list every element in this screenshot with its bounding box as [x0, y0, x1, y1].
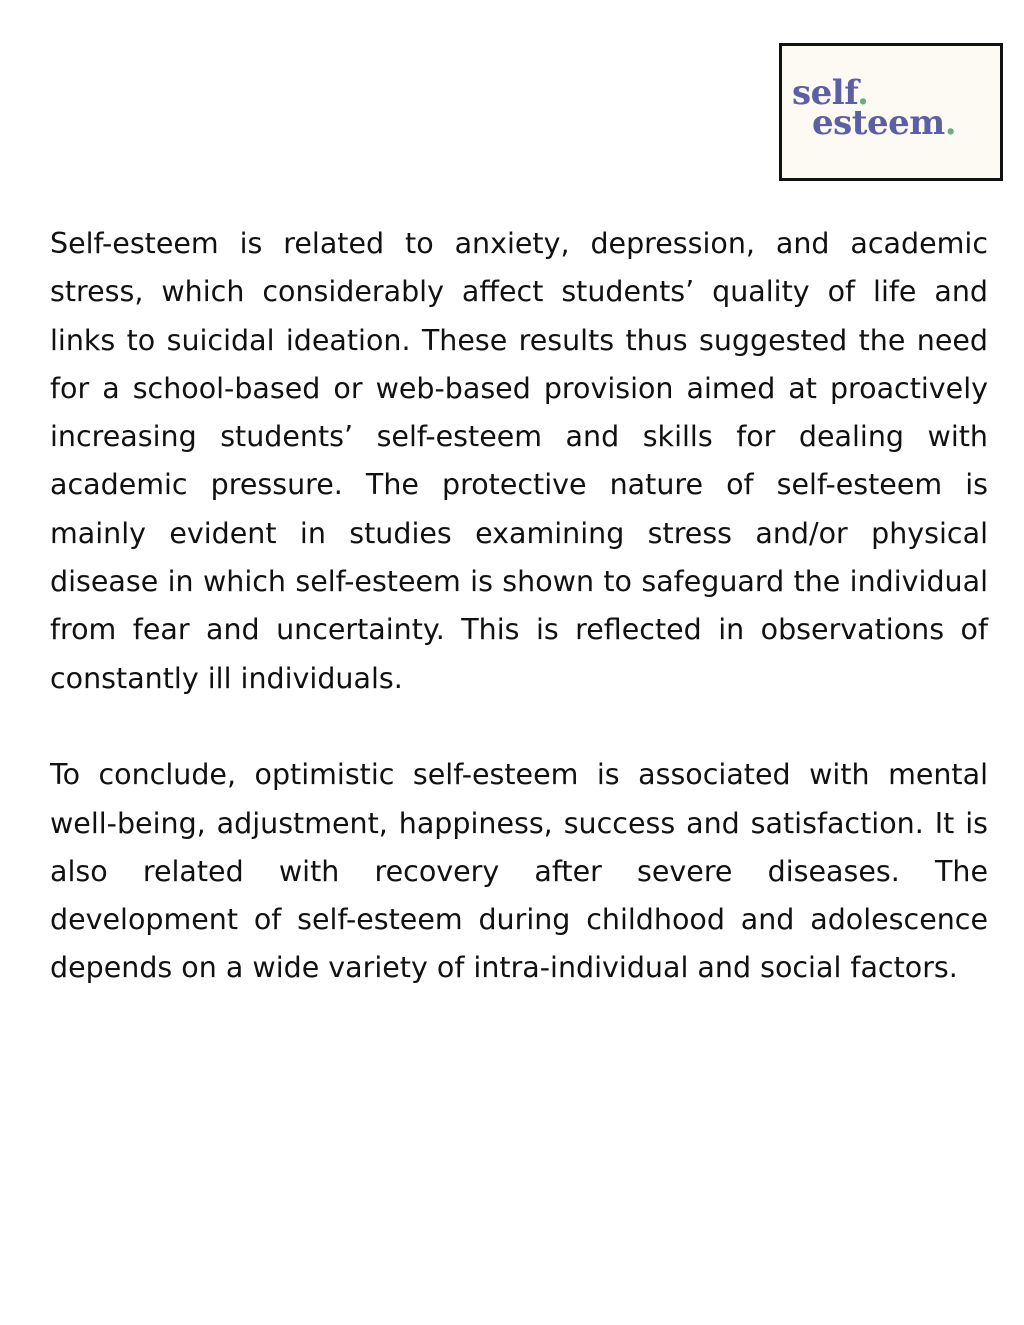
logo-line-self: self.: [792, 73, 869, 113]
self-esteem-logo: [779, 43, 1003, 181]
paragraph-2: To conclude, optimistic self-esteem is associated with mental well-being, adjustment, happiness, success and satisfaction. It is also related with recovery after severe diseases. The development of self-esteem during childhood and adolescence depends on a wide variety of intra-individual and social factors.: [50, 758, 988, 985]
logo-dot: .: [944, 103, 957, 143]
body-text: [50, 220, 988, 993]
logo-dot: .: [857, 73, 869, 113]
paragraph-1: Self-esteem is related to anxiety, depression, and academic stress, which considerably affect students’ quality of life and links to suicidal ideation. These results thus suggested the need for a school-based or web-based provision aimed at proactively increasing students’ self-esteem and skills for dealing with academic pressure. The protective nature of self-esteem is mainly evident in studies examining stress and/or physical disease in which self-esteem is shown to safeguard the individual from fear and uncertainty. This is reflected in observations of constantly ill individuals.: [50, 227, 988, 695]
logo-line-esteem: esteem.: [812, 103, 957, 143]
